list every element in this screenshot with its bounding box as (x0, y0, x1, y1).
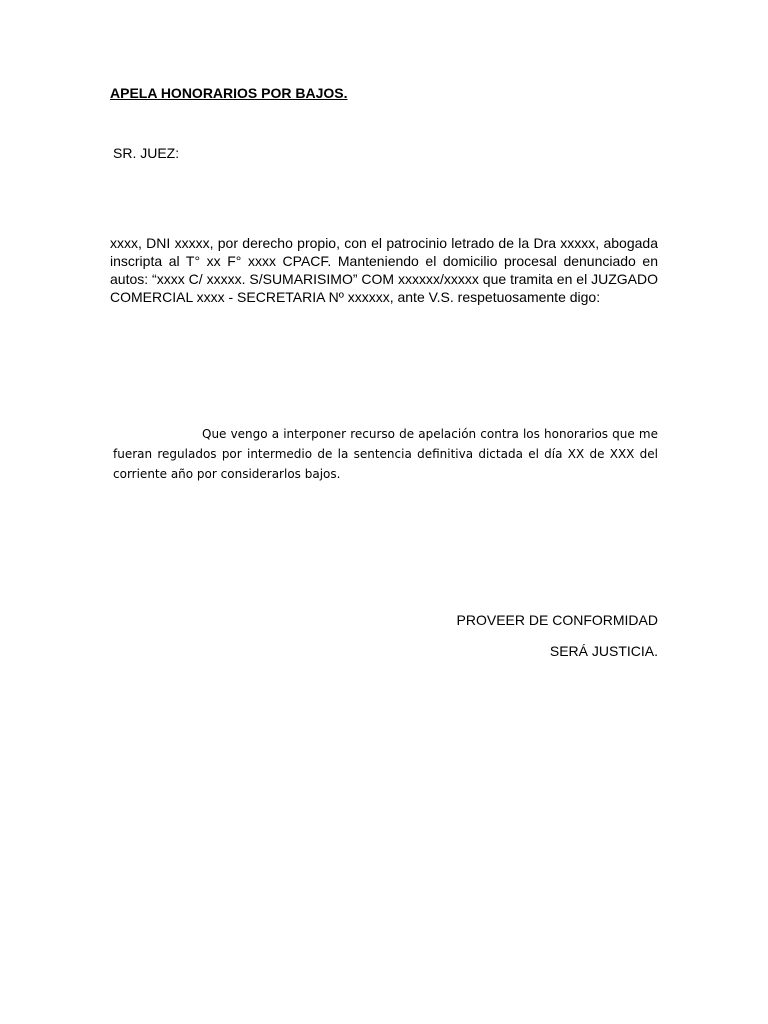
salutation: SR. JUEZ: (113, 145, 180, 161)
closing-line-1: PROVEER DE CONFORMIDAD (456, 612, 658, 628)
closing-line-2: SERÁ JUSTICIA. (549, 643, 658, 659)
intro-paragraph: xxxx, DNI xxxxx, por derecho propio, con el patrocinio letrado de la Dra xxxxx, abogada inscripta al T° xx F° xxxx CPACF. Manteniendo el domicilio procesal denunciado en autos: “xxxx C/ xxxxx. S/SUMARISIMO” COM xxxxxx/xxxxx que tramita en el JUZGADO COMERCIAL xxxx - SECRETARIA Nº xxxxxx, ante V.S. respetuosamente digo: (110, 235, 658, 305)
document-title: APELA HONORARIOS POR BAJOS. (110, 85, 348, 101)
petition-paragraph: Que vengo a interponer recurso de apelación contra los honorarios que me fueran regulados por intermedio de la sentencia definitiva dictada el día XX de XXX del corriente año por considerarlos bajos. (113, 427, 658, 481)
